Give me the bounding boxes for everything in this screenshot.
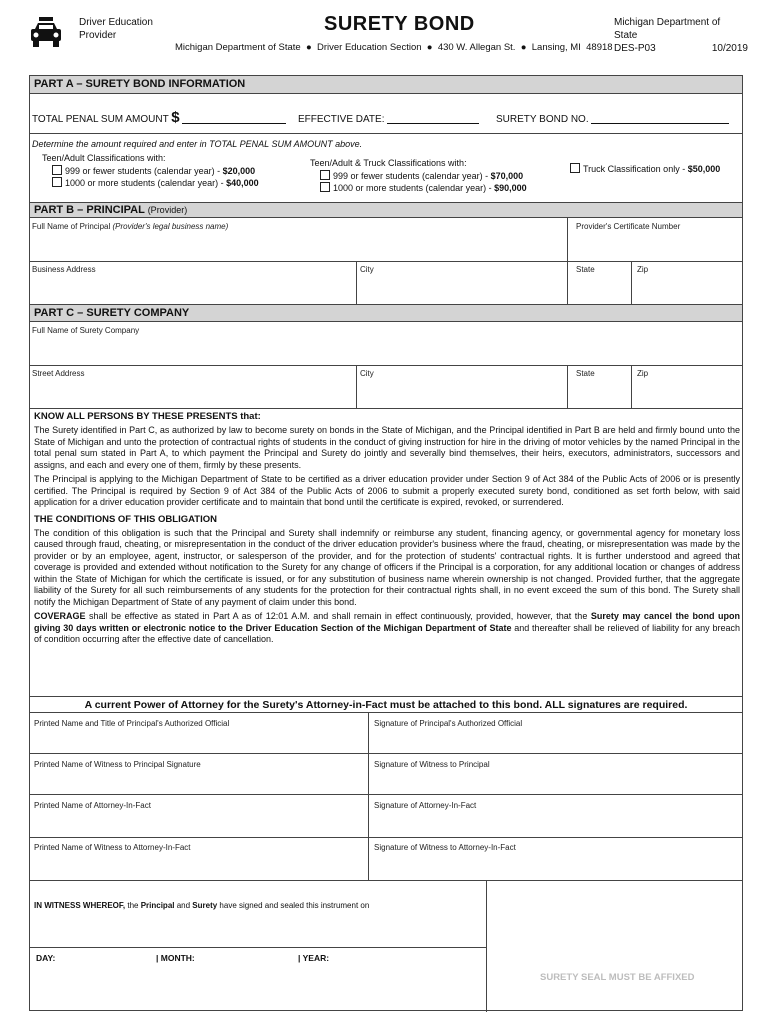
effective-date-label: EFFECTIVE DATE: (298, 114, 385, 125)
paragraph-surety: The Surety identified in Part C, as authorized by law to become surety on bonds in the State of Michigan, and the Principal identified in Part B are held and firmly bound unto the State of Michigan and unto the protection of contractual rights of students in the conduct of giving instruction for hire in the driving of motor vehicles by the named Principal in the total penal sum stated in Part A, to which payment the Principal and Surety do jointly and severally bind themselves, their heirs, executors, administrators, successors and assigns, and each and every one of them, firmly by these presents. (34, 425, 740, 470)
know-all-heading: KNOW ALL PERSONS BY THESE PRESENTS that: (34, 411, 261, 422)
truck-999-checkbox[interactable] (320, 170, 330, 180)
principal-state-field[interactable] (568, 261, 630, 304)
teen-adult-1000-checkbox[interactable] (52, 177, 62, 187)
principal-witness-signature-field[interactable] (369, 753, 744, 794)
principal-witness-name-field[interactable] (30, 753, 367, 794)
part-c-heading: PART C – SURETY COMPANY (30, 304, 742, 322)
attorney-name-field[interactable] (30, 794, 367, 837)
teen-adult-truck-title: Teen/Adult & Truck Classifications with: (310, 158, 467, 168)
penal-sum-label: TOTAL PENAL SUM AMOUNT (32, 114, 169, 125)
surety-state-label: State (576, 369, 595, 378)
surety-city-label: City (360, 369, 374, 378)
year-label: YEAR: (302, 953, 330, 963)
surety-name-field[interactable] (30, 322, 744, 365)
principal-printed-name-label: Printed Name and Title of Principal's Authorized Official (34, 719, 230, 728)
business-address-field[interactable] (30, 261, 355, 304)
teen-adult-999-checkbox[interactable] (52, 165, 62, 175)
truck-1000-amount: $90,000 (494, 183, 527, 193)
teen-adult-999-label: 999 or fewer students (calendar year) - (65, 165, 223, 176)
header-provider-line2: Provider (79, 30, 117, 41)
attorney-witness-signature-field[interactable] (369, 837, 744, 880)
header-address: Michigan Department of State ● Driver Education Section ● 430 W. Allegan St. ● Lansing, MI 48918 (175, 42, 613, 53)
certificate-number-label: Provider's Certificate Number (576, 222, 681, 231)
teen-adult-title: Teen/Adult Classifications with: (42, 153, 166, 163)
header-form-date: 10/2019 (711, 43, 748, 54)
teen-adult-1000-amount: $40,000 (226, 178, 259, 188)
year-field[interactable] (336, 949, 484, 963)
day-label: DAY: (36, 953, 56, 963)
principal-witness-signature-label: Signature of Witness to Principal (374, 760, 490, 769)
truck-1000-label: 1000 or more students (calendar year) - (333, 183, 495, 193)
header-provider-line1: Driver Education (79, 17, 153, 28)
surety-seal-area (487, 881, 743, 1011)
attorney-signature-field[interactable] (369, 794, 744, 837)
effective-date-field[interactable] (387, 113, 479, 124)
surety-zip-field[interactable] (632, 365, 744, 408)
truck-1000-checkbox[interactable] (320, 182, 330, 192)
principal-name-label: Full Name of Principal (Provider's legal business name) (32, 222, 229, 231)
paragraph-conditions: The condition of this obligation is such that the Principal and Surety shall indemnify or reimburse any student, financing agency, or governmental agency for monetary loss caused through fraud, cheating, or misrepresentation in the conduct of the driver education provider's business where the fraud, cheating, or misrepresentation was made by the provider or by an employee, agent, instructor, or salesperson of the provider, and for the protection of students' contractual rights. It is further understood and agreed that coverage is provided and extended without notification to the Surety for any change of officers if the Principal is a corporation, for any additional location or changes of address within the State of Michigan for which the certificate is issued, or for any substitution of business name wherein ownership is not changed. Provided further, that the aggregate liability of the Surety for all such reimbursements of any students for the protection for their contractual rights shall, in no event exceed the sum of this bond. The Surety shall notify the Michigan Department of State of any payment of claim under this bond. (34, 527, 740, 607)
part-a-instruction: Determine the amount required and enter in TOTAL PENAL SUM AMOUNT above. (32, 139, 363, 149)
surety-address-field[interactable] (30, 365, 355, 408)
principal-name-field[interactable] (30, 218, 566, 261)
truck-999-amount: $70,000 (490, 170, 524, 181)
certificate-number-field[interactable] (568, 218, 744, 261)
page-title: SURETY BOND (324, 13, 475, 35)
principal-zip-label: Zip (637, 265, 649, 274)
principal-printed-name-field[interactable] (30, 712, 367, 753)
bond-number-field[interactable] (591, 113, 729, 124)
header-form-number: DES-P03 (614, 43, 656, 54)
business-address-label: Business Address (32, 265, 96, 274)
penal-sum-field[interactable] (182, 113, 286, 124)
surety-state-field[interactable] (568, 365, 630, 408)
principal-zip-field[interactable] (632, 261, 744, 304)
attorney-witness-name-field[interactable] (30, 837, 367, 880)
truck-only-checkbox[interactable] (570, 163, 580, 173)
part-b-heading: PART B – PRINCIPAL (Provider) (30, 202, 742, 218)
surety-name-label: Full Name of Surety Company (32, 326, 140, 335)
principal-witness-name-label: Printed Name of Witness to Principal Signature (34, 760, 201, 769)
attorney-witness-name-label: Printed Name of Witness to Attorney-In-Fact (34, 843, 191, 852)
surety-address-label: Street Address (32, 369, 85, 378)
principal-state-label: State (576, 265, 595, 274)
truck-only-amount: $50,000 (687, 164, 721, 174)
truck-999-label: 999 or fewer students (calendar year) - (333, 170, 491, 181)
month-label: MONTH: (160, 953, 195, 963)
dollar-sign: $ (171, 109, 180, 126)
paragraph-coverage: COVERAGE shall be effective as stated in Part A as of 12:01 A.M. and shall remain in effect continuously, provided, however, that the Surety may cancel the bond upon giving 30 days written or electronic notice to the Driver Education Section of the Michigan Department of State and thereafter shall be relieved of liability for any breach of condition occurring after the effective date of cancellation. (34, 611, 741, 644)
principal-signature-label: Signature of Principal's Authorized Official (374, 719, 523, 728)
surety-bond-form (29, 75, 743, 1011)
paragraph-principal: The Principal is applying to the Michigan Department of State to be certified as a driver education provider under Section 9 of Act 384 of the Public Acts of 2006 or is presently certified. The Principal is required by Section 9 of Act 384 of the Public Acts of 2006 to submit a properly executed surety bond, conditioned as set forth below, with said application for a driver education provider certificate and to maintain that bond until the certificate is expired, revoked, or surrendered. (34, 474, 740, 507)
month-field[interactable] (202, 949, 301, 963)
day-field[interactable] (60, 949, 159, 963)
car-icon (28, 17, 64, 49)
surety-zip-label: Zip (637, 369, 649, 378)
power-of-attorney-notice: A current Power of Attorney for the Surety's Attorney-in-Fact must be attached to this bond. ALL signatures are required. (84, 699, 688, 711)
header-department: Michigan Department of State (614, 17, 721, 41)
attorney-signature-label: Signature of Attorney-In-Fact (374, 801, 477, 810)
part-a-heading: PART A – SURETY BOND INFORMATION (30, 76, 742, 94)
year-divider: | (298, 953, 301, 963)
truck-only-label: Truck Classification only - (583, 164, 688, 174)
surety-city-field[interactable] (357, 365, 567, 408)
principal-city-field[interactable] (357, 261, 567, 304)
principal-city-label: City (360, 265, 374, 274)
surety-seal-notice: SURETY SEAL MUST BE AFFIXED (540, 972, 695, 983)
bond-number-label: SURETY BOND NO. (496, 114, 589, 125)
teen-adult-999-amount: $20,000 (222, 165, 256, 176)
conditions-heading: THE CONDITIONS OF THIS OBLIGATION (34, 513, 217, 525)
attorney-name-label: Printed Name of Attorney-In-Fact (34, 801, 151, 810)
month-divider: | (156, 953, 159, 963)
attorney-witness-signature-label: Signature of Witness to Attorney-In-Fact (374, 843, 516, 852)
principal-signature-field[interactable] (369, 712, 744, 753)
teen-adult-1000-label: 1000 or more students (calendar year) - (65, 178, 227, 188)
witness-statement: IN WITNESS WHEREOF, the Principal and Surety have signed and sealed this instrument on (34, 901, 370, 910)
